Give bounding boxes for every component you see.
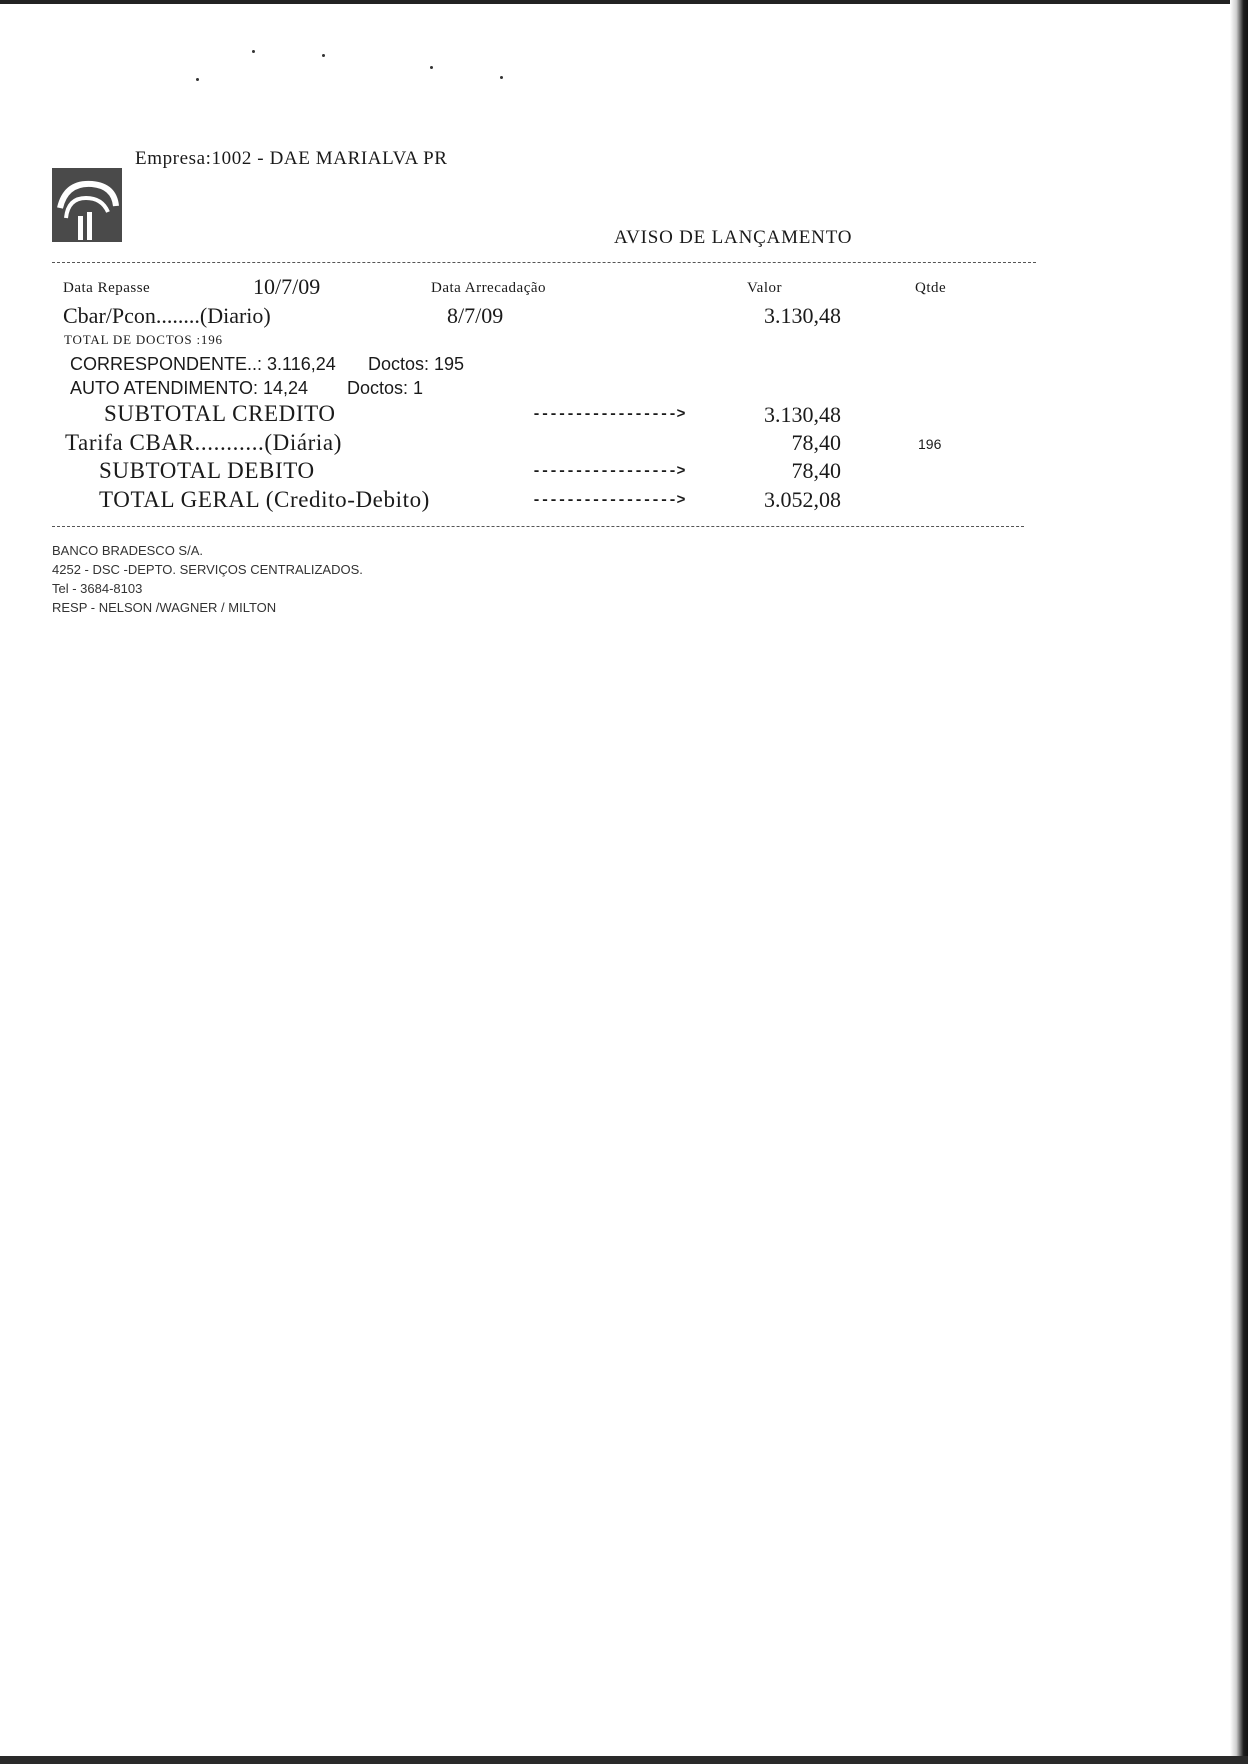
auto-atendimento-doctos: Doctos: 1 [347,378,424,398]
company-line: Empresa:1002 - DAE MARIALVA PR [135,148,448,169]
data-repasse-label: Data Repasse [63,280,151,296]
cbar-label: Cbar/Pcon........(Diario) [63,303,271,328]
scan-speck [322,54,325,57]
footer-bank-name: BANCO BRADESCO S/A. [52,543,203,558]
scan-speck [252,50,255,53]
correspondente-doctos: Doctos: 195 [368,354,465,374]
scan-border-right [1230,0,1248,1764]
total-geral-label: TOTAL GERAL (Credito-Debito) [99,487,430,512]
scan-border-bottom [0,1756,1248,1764]
subtotal-credito-arrow: -----------------> [532,406,686,423]
bradesco-logo-icon [52,168,122,242]
footer-phone: Tel - 3684-8103 [52,581,143,596]
footer-responsible: RESP - NELSON /WAGNER / MILTON [52,600,277,615]
data-arrecadacao-label: Data Arrecadação [431,280,547,296]
total-geral-arrow: -----------------> [532,492,686,509]
subtotal-debito-label: SUBTOTAL DEBITO [99,458,315,483]
scan-border-top [0,0,1248,4]
footer-department: 4252 - DSC -DEPTO. SERVIÇOS CENTRALIZADOS. [52,562,363,577]
tarifa-qtde: 196 [918,436,942,452]
tarifa-valor: 78,40 [791,430,841,455]
correspondente-label: CORRESPONDENTE..: 3.116,24 [70,354,336,374]
total-geral-valor: 3.052,08 [764,487,841,512]
data-repasse-value: 10/7/09 [253,274,321,299]
scan-speck [500,76,503,79]
qtde-label: Qtde [915,280,947,296]
valor-label: Valor [747,280,782,296]
auto-atendimento-label: AUTO ATENDIMENTO: 14,24 [70,378,309,398]
total-doctos: TOTAL DE DOCTOS :196 [64,332,223,347]
divider-bottom [52,526,1024,527]
subtotal-debito-arrow: -----------------> [532,463,686,480]
subtotal-credito-label: SUBTOTAL CREDITO [104,401,336,426]
subtotal-credito-valor: 3.130,48 [764,402,841,427]
divider-top [52,262,1036,263]
scan-speck [196,78,199,81]
cbar-valor: 3.130,48 [764,303,841,328]
cbar-date: 8/7/09 [447,303,504,328]
tarifa-label: Tarifa CBAR...........(Diária) [65,430,342,455]
scan-speck [430,66,433,69]
subtotal-debito-valor: 78,40 [791,458,841,483]
document-title: AVISO DE LANÇAMENTO [614,227,853,248]
